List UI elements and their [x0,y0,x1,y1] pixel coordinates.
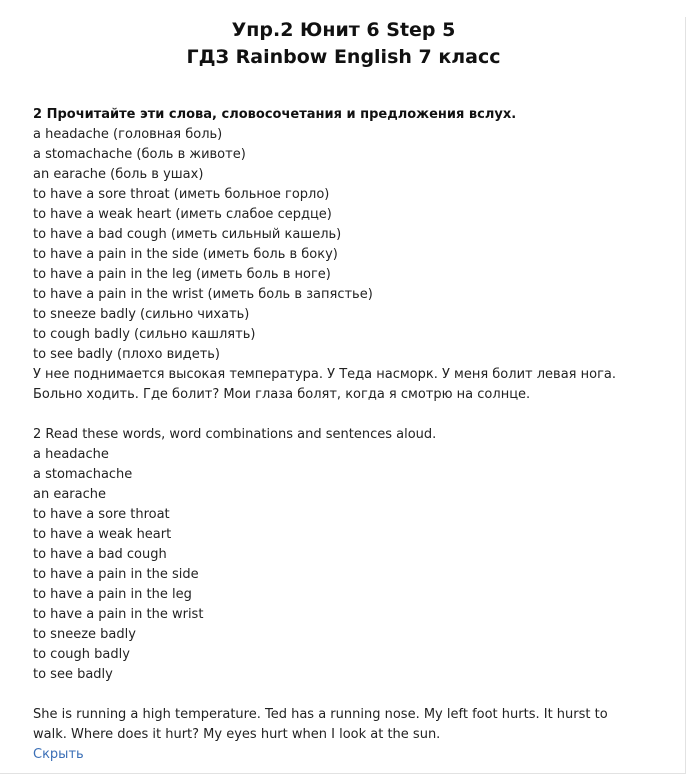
vocab-item: an earache (боль в ушах) [33,167,204,182]
russian-sentences: У нее поднимается высокая температура. У Теда насморк. У меня болит левая нога. Больно ходить. Где болит? Мои глаза болят, когда я смотрю на солнце. [33,367,616,402]
english-sentences: She is running a high temperature. Ted has a running nose. My left foot hurts. It hurst to walk. Where does it hurt? My eyes hurt when I look at the sun. [33,707,608,742]
title-line-2: ГДЗ Rainbow English 7 класс [186,46,501,68]
english-section-heading: 2 Read these words, word combinations and sentences aloud. [33,427,437,442]
english-vocab-list [33,445,673,685]
vocab-item: to sneeze badly (сильно чихать) [33,307,250,322]
vocab-item: a stomachache [33,467,133,482]
vocab-item: to have a weak heart [33,527,172,542]
vocab-item: to cough badly [33,647,130,662]
title-line-1: Упр.2 Юнит 6 Step 5 [231,19,456,41]
vocab-item: to have a bad cough (иметь сильный кашель) [33,227,342,242]
vocab-item: to have a weak heart (иметь слабое сердце) [33,207,332,222]
section-spacer [33,405,673,425]
vocab-item: to sneeze badly [33,627,136,642]
vocab-item: to have a bad cough [33,547,167,562]
section-spacer [33,685,673,705]
vocab-item: a headache [33,447,109,462]
vocab-item: to have a pain in the wrist (иметь боль в запястье) [33,287,373,302]
vocab-item: to see badly [33,667,113,682]
vocab-item: to cough badly (сильно кашлять) [33,327,256,342]
vocab-item: to have a pain in the side [33,567,199,582]
russian-section-heading: 2 Прочитайте эти слова, словосочетания и предложения вслух. [33,107,517,122]
vocab-item: to have a pain in the side (иметь боль в боку) [33,247,338,262]
answer-content [33,102,673,765]
vocab-item: to have a pain in the leg [33,587,192,602]
vocab-item: to have a sore throat (иметь больное горло) [33,187,330,202]
vocab-item: an earache [33,487,106,502]
vocab-item: a headache (головная боль) [33,127,223,142]
vocab-item: to have a pain in the wrist [33,607,204,622]
vocab-item: a stomachache (боль в животе) [33,147,246,162]
vocab-item: to have a sore throat [33,507,170,522]
russian-vocab-list [33,125,673,365]
vocab-item: to have a pain in the leg (иметь боль в ноге) [33,267,331,282]
hide-link[interactable]: Скрыть [33,747,84,762]
vocab-item: to see badly (плохо видеть) [33,347,221,362]
